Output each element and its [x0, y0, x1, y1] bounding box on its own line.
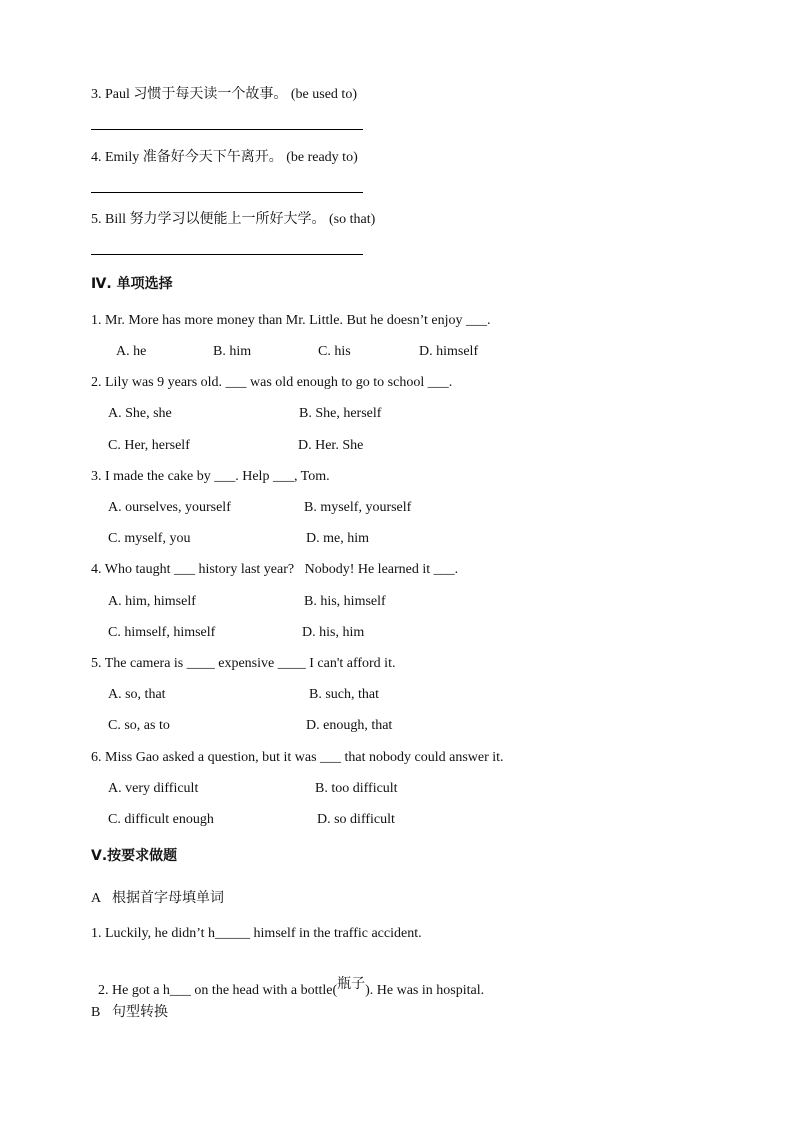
option[interactable]: C. myself, you: [108, 531, 191, 546]
option[interactable]: B. She, herself: [299, 406, 382, 421]
translation-item: 4. Emily 准备好今天下午离开。 (be ready to): [91, 150, 358, 165]
fill-question-text: ). He was in hospital.: [365, 983, 485, 998]
question-stem: 5. The camera is ____ expensive ____ I can't afford it.: [91, 656, 396, 671]
part-letter: A: [91, 891, 102, 906]
question-stem: 6. Miss Gao asked a question, but it was ___ that nobody could answer it.: [91, 750, 504, 765]
option[interactable]: D. himself: [419, 344, 479, 359]
part-label: 句型转换: [112, 1004, 168, 1020]
option[interactable]: D. enough, that: [306, 718, 393, 733]
option[interactable]: D. me, him: [306, 531, 369, 546]
question-stem: 2. Lily was 9 years old. ___ was old enough to go to school ___.: [91, 375, 453, 390]
fill-question-text: 2. He got a h___ on the head with a bottle(: [98, 983, 338, 998]
option[interactable]: B. his, himself: [304, 594, 386, 609]
option[interactable]: C. so, as to: [108, 718, 170, 733]
part-letter: B: [91, 1005, 101, 1020]
answer-line[interactable]: [91, 129, 363, 130]
translation-item: 5. Bill 努力学习以便能上一所好大学。 (so that): [91, 212, 376, 227]
option[interactable]: B. him: [213, 344, 252, 359]
option[interactable]: C. himself, himself: [108, 625, 216, 640]
option[interactable]: B. such, that: [309, 687, 379, 702]
option[interactable]: B. too difficult: [315, 781, 398, 796]
option[interactable]: B. myself, yourself: [304, 500, 412, 515]
option[interactable]: A. She, she: [108, 406, 172, 421]
option[interactable]: D. his, him: [302, 625, 365, 640]
fill-question: [91, 963, 484, 999]
option[interactable]: D. so difficult: [317, 812, 395, 827]
part-label: 根据首字母填单词: [112, 890, 224, 906]
question-stem: 4. Who taught ___ history last year? Nobody! He learned it ___.: [91, 562, 459, 577]
question-stem: 1. Mr. More has more money than Mr. Little. But he doesn’t enjoy ___.: [91, 313, 491, 328]
option[interactable]: D. Her. She: [298, 438, 364, 453]
section-title: Ⅳ. 单项选择: [91, 276, 173, 292]
answer-line[interactable]: [91, 254, 363, 255]
fill-question: 1. Luckily, he didn’t h_____ himself in the traffic accident.: [91, 926, 422, 941]
option[interactable]: A. ourselves, yourself: [108, 500, 231, 515]
annotation-note: 瓶子: [337, 976, 366, 992]
option[interactable]: C. Her, herself: [108, 438, 190, 453]
question-stem: 3. I made the cake by ___. Help ___, Tom.: [91, 469, 330, 484]
translation-item: 3. Paul 习惯于每天读一个故事。 (be used to): [91, 87, 357, 102]
option[interactable]: C. difficult enough: [108, 812, 214, 827]
section-title: Ⅴ.按要求做题: [91, 848, 178, 864]
answer-line[interactable]: [91, 192, 363, 193]
option[interactable]: A. he: [116, 344, 147, 359]
option[interactable]: C. his: [318, 344, 351, 359]
option[interactable]: A. him, himself: [108, 594, 196, 609]
option[interactable]: A. very difficult: [108, 781, 199, 796]
option[interactable]: A. so, that: [108, 687, 166, 702]
